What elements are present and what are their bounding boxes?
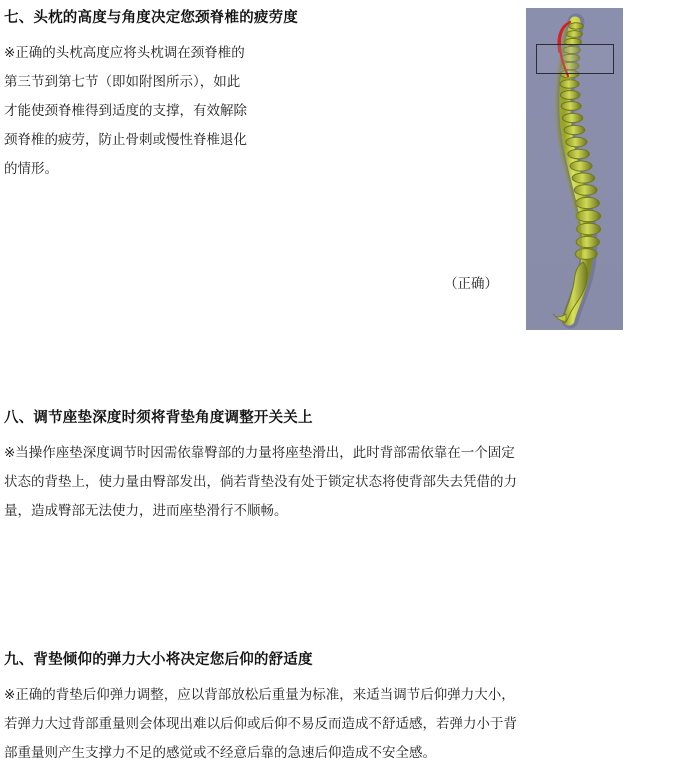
section-seven-line-1: ※正确的头枕高度应将头枕调在颈脊椎的	[4, 44, 245, 61]
spine-illustration	[526, 8, 623, 330]
section-seven-text	[4, 8, 504, 184]
section-nine	[4, 650, 680, 768]
section-seven-line-5: 的情形。	[4, 160, 58, 177]
section-eight	[4, 408, 676, 526]
section-seven-heading: 七、头枕的高度与角度决定您颈脊椎的疲劳度	[4, 10, 298, 26]
section-eight-heading: 八、调节座垫深度时须将背垫角度调整开关关上	[4, 410, 313, 426]
section-seven-line-3: 才能使颈脊椎得到适度的支撑，有效解除	[4, 102, 247, 119]
section-seven-line-2: 第三节到第七节（即如附图所示），如此	[4, 73, 241, 90]
section-eight-line-1: ※当操作座垫深度调节时因需依靠臀部的力量将座垫滑出，此时背部需依靠在一个固定	[4, 444, 515, 461]
section-eight-line-3: 量，造成臀部无法使力，进而座垫滑行不顺畅。	[4, 502, 288, 519]
section-nine-heading: 九、背垫倾仰的弹力大小将决定您后仰的舒适度	[4, 652, 313, 668]
headrest-position-box	[536, 44, 614, 74]
section-nine-line-1: ※正确的背垫后仰弹力调整，应以背部放松后重量为标准，来适当调节后仰弹力大小，	[4, 686, 515, 703]
figure-caption-correct: （正确）	[444, 276, 498, 292]
section-eight-line-2: 状态的背垫上，使力量由臀部发出，倘若背垫没有处于锁定状态将使背部失去凭借的力	[4, 473, 517, 490]
section-nine-line-2: 若弹力大过背部重量则会体现出难以后仰或后仰不易反而造成不舒适感，若弹力小于背	[4, 715, 517, 732]
section-seven-line-4: 颈脊椎的疲劳，防止骨刺或慢性脊椎退化	[4, 131, 247, 148]
section-nine-line-3: 部重量则产生支撑力不足的感觉或不经意后靠的急速后仰造成不安全感。	[4, 744, 436, 761]
